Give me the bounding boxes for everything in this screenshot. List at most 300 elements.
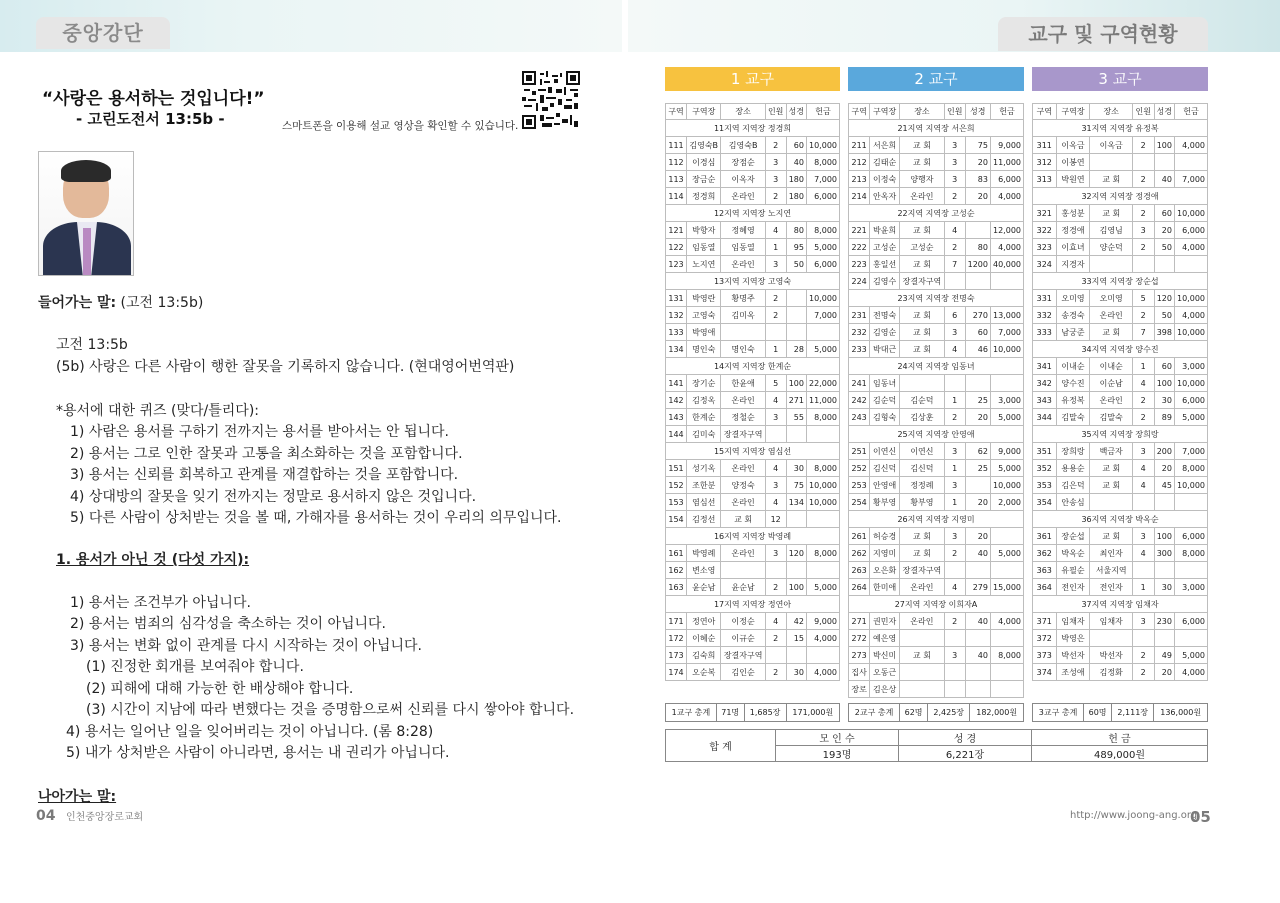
table-header-cell: 구역장: [687, 104, 721, 120]
table-cell: 12,000: [990, 222, 1023, 239]
table-cell: 11,000: [806, 392, 839, 409]
table-cell: 이연신: [870, 443, 900, 460]
table-row: [849, 562, 1024, 579]
point-item: 4) 용서는 일어난 일을 잊어버리는 것이 아닙니다. (롬 8:28): [66, 724, 434, 740]
district-title: 13지역 지역장 고영숙: [666, 273, 840, 290]
table-cell: [1154, 154, 1174, 171]
intro-line: [38, 292, 203, 312]
table-row: [666, 307, 840, 324]
table-row: [666, 426, 840, 443]
table-row: [1033, 477, 1208, 494]
table-cell: 김신덕: [870, 460, 900, 477]
section-tab-left: 중앙강단: [36, 17, 170, 49]
district-title: 33지역 지역장 장순섭: [1033, 273, 1208, 290]
table-cell: 223: [849, 256, 870, 273]
table-cell: 변소영: [687, 562, 721, 579]
table-cell: 22,000: [806, 375, 839, 392]
church-url[interactable]: http://www.joong-ang.org: [1070, 810, 1198, 821]
table-cell: 김영님: [1090, 222, 1132, 239]
table-cell: 전명숙: [870, 307, 900, 324]
district-title: 11지역 지역장 정경희: [666, 120, 840, 137]
table-cell: [1174, 154, 1207, 171]
district-title: 16지역 지역장 박영례: [666, 528, 840, 545]
table-cell: 4: [765, 222, 786, 239]
table-cell: 3: [1132, 613, 1154, 630]
table-row: [666, 256, 840, 273]
table-cell: 이옥금: [1090, 137, 1132, 154]
table-cell: 341: [1033, 358, 1057, 375]
table-cell: 13,000: [990, 307, 1023, 324]
table-cell: 3: [944, 443, 965, 460]
table-cell: 363: [1033, 562, 1057, 579]
table-cell: [965, 664, 990, 681]
table-cell: 6,000: [1174, 222, 1207, 239]
district-row: [1033, 188, 1208, 205]
table-row: [849, 375, 1024, 392]
table-cell: 8,000: [1174, 460, 1207, 477]
table-cell: 홍일선: [870, 256, 900, 273]
table-cell: 장희랑: [1056, 443, 1090, 460]
table-cell: 5,000: [806, 341, 839, 358]
table-cell: 4,000: [990, 239, 1023, 256]
table-cell: [1154, 630, 1174, 647]
table-cell: 4: [1132, 375, 1154, 392]
table-cell: 50: [786, 256, 806, 273]
table-cell: 233: [849, 341, 870, 358]
district-row: [1033, 596, 1208, 613]
table-row: [849, 681, 1024, 698]
total-cell: 1,685장: [744, 704, 786, 722]
table-cell: 김영순: [870, 324, 900, 341]
table-cell: 김영숙B: [687, 137, 721, 154]
table-cell: [765, 324, 786, 341]
table-cell: 2: [765, 137, 786, 154]
table-cell: 김은덕: [1056, 477, 1090, 494]
table-row: [1033, 324, 1208, 341]
table-cell: 2: [1132, 137, 1154, 154]
table-cell: 171: [666, 613, 687, 630]
table-row: [666, 579, 840, 596]
table-cell: 정경애: [1056, 222, 1090, 239]
table-cell: 25: [965, 392, 990, 409]
table-cell: 박신미: [870, 647, 900, 664]
table-cell: 1: [765, 341, 786, 358]
table-cell: 398: [1154, 324, 1174, 341]
page-number-left: 04: [36, 808, 56, 824]
table-header-cell: 성경: [1154, 104, 1174, 120]
table-cell: 351: [1033, 443, 1057, 460]
table-row: [849, 239, 1024, 256]
table-cell: [965, 273, 990, 290]
table-cell: 142: [666, 392, 687, 409]
table-cell: [1174, 256, 1207, 273]
district-title: 37지역 지역장 임채자: [1033, 596, 1208, 613]
table-cell: 온라인: [721, 545, 765, 562]
table-cell: 8,000: [1174, 545, 1207, 562]
point-item: 2) 용서는 범죄의 심각성을 축소하는 것이 아닙니다.: [70, 616, 386, 632]
table-cell: 장결자구역: [900, 562, 945, 579]
table-cell: 김순덕: [870, 392, 900, 409]
table-cell: 이효녀: [1056, 239, 1090, 256]
table-cell: 10,000: [1174, 324, 1207, 341]
table-cell: 1: [1132, 358, 1154, 375]
qr-code-icon[interactable]: [522, 71, 580, 129]
table-cell: 313: [1033, 171, 1057, 188]
table-cell: 지경자: [1056, 256, 1090, 273]
table-row: [849, 307, 1024, 324]
table-row: [849, 256, 1024, 273]
table-cell: 장결자구역: [721, 647, 765, 664]
table-header-cell: 구역장: [870, 104, 900, 120]
table-cell: 교 회: [1090, 205, 1132, 222]
table-cell: 박향자: [687, 222, 721, 239]
table-cell: 42: [786, 613, 806, 630]
table-cell: [1154, 562, 1174, 579]
table-cell: 344: [1033, 409, 1057, 426]
table-cell: 교 회: [900, 647, 945, 664]
table-cell: 김태순: [870, 154, 900, 171]
table-cell: 10,000: [806, 494, 839, 511]
table-cell: 213: [849, 171, 870, 188]
table-cell: [944, 562, 965, 579]
sub-point-item: (2) 피해에 대해 가능한 한 배상해야 합니다.: [86, 681, 354, 697]
table-cell: 교 회: [1090, 460, 1132, 477]
table-cell: 5,000: [1174, 647, 1207, 664]
page-number-right: 05: [1190, 808, 1211, 826]
table-cell: 교 회: [900, 307, 945, 324]
table-cell: 20: [965, 188, 990, 205]
table-cell: 342: [1033, 375, 1057, 392]
table-cell: 2: [765, 307, 786, 324]
table-cell: 4,000: [990, 188, 1023, 205]
table-cell: [965, 630, 990, 647]
district-title: 35지역 지역장 장희랑: [1033, 426, 1208, 443]
table-cell: 271: [849, 613, 870, 630]
table-cell: 오미영: [1090, 290, 1132, 307]
table-cell: [1090, 256, 1132, 273]
table-cell: 3: [765, 171, 786, 188]
table-row: [666, 239, 840, 256]
table-cell: 154: [666, 511, 687, 528]
district-row: [1033, 341, 1208, 358]
table-row: [1033, 205, 1208, 222]
table-cell: 8,000: [806, 460, 839, 477]
table-cell: [1154, 256, 1174, 273]
table-cell: 교 회: [721, 511, 765, 528]
table-header-cell: 장소: [900, 104, 945, 120]
table-header-cell: 인원: [765, 104, 786, 120]
table-cell: 20: [965, 409, 990, 426]
table-cell: [990, 630, 1023, 647]
table-cell: 10,000: [1174, 290, 1207, 307]
pastor-photo: [38, 151, 134, 276]
district-row: [849, 596, 1024, 613]
table-cell: 이경심: [687, 154, 721, 171]
table-row: [666, 171, 840, 188]
table-cell: 임동열: [721, 239, 765, 256]
table-cell: 371: [1033, 613, 1057, 630]
table-cell: 이정순: [721, 613, 765, 630]
table-cell: 이혜순: [687, 630, 721, 647]
table-cell: [806, 562, 839, 579]
table-cell: [721, 562, 765, 579]
table-cell: 20: [965, 154, 990, 171]
table-cell: 3: [765, 256, 786, 273]
table-cell: 2: [765, 579, 786, 596]
district-title: 17지역 지역장 정연아: [666, 596, 840, 613]
table-cell: [990, 664, 1023, 681]
parish-2-header: 2 교구: [848, 67, 1024, 91]
table-cell: 221: [849, 222, 870, 239]
table-cell: 60: [965, 324, 990, 341]
table-cell: 김인순: [721, 664, 765, 681]
table-cell: [1174, 494, 1207, 511]
point-item: 5) 내가 상처받은 사람이 아니라면, 용서는 내 권리가 아닙니다.: [66, 745, 450, 761]
table-cell: 지영미: [870, 545, 900, 562]
table-cell: 20: [965, 528, 990, 545]
district-title: 21지역 지역장 서은희: [849, 120, 1024, 137]
table-cell: 7: [944, 256, 965, 273]
table-cell: 2: [944, 239, 965, 256]
table-cell: 박선자: [1056, 647, 1090, 664]
grand-total-label: 합 계: [666, 730, 776, 762]
table-cell: 151: [666, 460, 687, 477]
district-row: [1033, 511, 1208, 528]
table-cell: 25: [965, 460, 990, 477]
parish-3-header: 3 교구: [1032, 67, 1208, 91]
table-cell: 5,000: [990, 460, 1023, 477]
table-row: [1033, 137, 1208, 154]
table-row: [1033, 154, 1208, 171]
table-cell: 김순덕: [900, 392, 945, 409]
table-cell: [765, 426, 786, 443]
table-cell: 송경숙: [1056, 307, 1090, 324]
table-cell: 4,000: [1174, 137, 1207, 154]
table-cell: 고성순: [900, 239, 945, 256]
table-cell: 4: [765, 494, 786, 511]
point-item: 3) 용서는 변화 없이 관계를 다시 시작하는 것이 아닙니다.: [70, 638, 422, 654]
table-cell: 141: [666, 375, 687, 392]
table-cell: 집사: [849, 664, 870, 681]
table-cell: [965, 681, 990, 698]
table-cell: [806, 647, 839, 664]
table-row: [1033, 647, 1208, 664]
table-cell: 온라인: [721, 494, 765, 511]
table-cell: 1: [944, 460, 965, 477]
total-cell: 1교구 총계: [666, 704, 717, 722]
table-row: [666, 494, 840, 511]
table-cell: 양행자: [900, 171, 945, 188]
table-cell: 황부영: [900, 494, 945, 511]
table-cell: 5,000: [806, 579, 839, 596]
point-heading: 1. 용서가 아닌 것 (다섯 가지):: [56, 552, 250, 568]
table-cell: 100: [786, 579, 806, 596]
table-cell: 김말숙: [1090, 409, 1132, 426]
table-cell: 214: [849, 188, 870, 205]
table-cell: [1174, 562, 1207, 579]
table-cell: 박대근: [870, 341, 900, 358]
table-cell: 3,000: [1174, 358, 1207, 375]
table-cell: 김숙희: [687, 647, 721, 664]
district-row: [849, 205, 1024, 222]
table-cell: 1: [944, 392, 965, 409]
table-cell: 324: [1033, 256, 1057, 273]
table-row: [849, 477, 1024, 494]
table-cell: [721, 324, 765, 341]
table-row: [1033, 579, 1208, 596]
table-cell: 332: [1033, 307, 1057, 324]
table-cell: 한미애: [870, 579, 900, 596]
table-row: [1033, 239, 1208, 256]
table-cell: 2: [944, 613, 965, 630]
table-cell: 김정선: [687, 511, 721, 528]
church-name: 인천중앙장로교회: [65, 812, 144, 823]
table-cell: [990, 562, 1023, 579]
table-cell: 60: [1154, 205, 1174, 222]
table-cell: 143: [666, 409, 687, 426]
table-row: [666, 341, 840, 358]
table-row: [849, 528, 1024, 545]
quiz-item: 4) 상대방의 잘못을 잊기 전까지는 정말로 용서하지 않은 것입니다.: [70, 489, 477, 505]
table-cell: 200: [1154, 443, 1174, 460]
table-cell: 2: [765, 630, 786, 647]
table-cell: 121: [666, 222, 687, 239]
table-cell: 교 회: [1090, 528, 1132, 545]
table-cell: 박영은: [1056, 630, 1090, 647]
table-cell: 9,000: [990, 443, 1023, 460]
total-cell: 2교구 총계: [849, 704, 900, 722]
table-row: [849, 545, 1024, 562]
district-row: [666, 528, 840, 545]
table-cell: [1132, 154, 1154, 171]
table-header-cell: 헌금: [990, 104, 1023, 120]
table-cell: 2: [1132, 664, 1154, 681]
table-cell: 46: [965, 341, 990, 358]
table-cell: 윤순남: [721, 579, 765, 596]
district-row: [1033, 273, 1208, 290]
table-cell: 5: [765, 375, 786, 392]
table-cell: [1132, 562, 1154, 579]
parish-3-table: [1032, 103, 1208, 681]
total-cell: 62명: [900, 704, 928, 722]
table-cell: 홍성분: [1056, 205, 1090, 222]
sub-point-item: (1) 진정한 회개를 보여줘야 합니다.: [86, 659, 304, 675]
table-row: [849, 460, 1024, 477]
table-cell: [786, 511, 806, 528]
table-cell: 180: [786, 171, 806, 188]
table-cell: 211: [849, 137, 870, 154]
table-cell: 134: [666, 341, 687, 358]
table-cell: 50: [1154, 307, 1174, 324]
district-title: 25지역 지역장 안영애: [849, 426, 1024, 443]
parish-1-header: 1 교구: [665, 67, 840, 91]
table-cell: 2: [765, 188, 786, 205]
table-row: [1033, 562, 1208, 579]
parish-1-total: [665, 703, 840, 722]
table-cell: 오순복: [687, 664, 721, 681]
table-cell: [786, 426, 806, 443]
table-cell: 10,000: [990, 477, 1023, 494]
table-cell: 박원연: [1056, 171, 1090, 188]
table-row: [666, 511, 840, 528]
grand-value-bible: 6,221장: [898, 746, 1031, 762]
table-header-cell: 헌금: [806, 104, 839, 120]
table-cell: 222: [849, 239, 870, 256]
table-row: [1033, 290, 1208, 307]
table-cell: 교 회: [900, 545, 945, 562]
table-cell: 교 회: [1090, 324, 1132, 341]
table-cell: 성기옥: [687, 460, 721, 477]
table-row: [1033, 664, 1208, 681]
intro-ref: (고전 13:5b): [120, 295, 204, 311]
table-cell: 오미영: [1056, 290, 1090, 307]
table-cell: 김영수: [870, 273, 900, 290]
table-header-cell: 장소: [1090, 104, 1132, 120]
table-cell: 10,000: [1174, 375, 1207, 392]
table-cell: 허승경: [870, 528, 900, 545]
table-cell: 7,000: [1174, 443, 1207, 460]
table-cell: 교 회: [900, 154, 945, 171]
table-cell: 300: [1154, 545, 1174, 562]
table-cell: 4,000: [990, 613, 1023, 630]
table-cell: 전인자: [1056, 579, 1090, 596]
table-cell: 321: [1033, 205, 1057, 222]
table-cell: 4,000: [806, 630, 839, 647]
table-row: [1033, 443, 1208, 460]
table-cell: 30: [786, 460, 806, 477]
table-cell: 95: [786, 239, 806, 256]
table-cell: 230: [1154, 613, 1174, 630]
table-cell: 장금순: [687, 171, 721, 188]
table-cell: 4: [765, 392, 786, 409]
table-cell: 박옥순: [1056, 545, 1090, 562]
table-cell: 163: [666, 579, 687, 596]
section-tab-right: 교구 및 구역현황: [998, 17, 1208, 51]
table-row: [1033, 494, 1208, 511]
table-row: [1033, 358, 1208, 375]
table-cell: 8,000: [806, 545, 839, 562]
table-cell: 2: [1132, 409, 1154, 426]
table-cell: 75: [786, 477, 806, 494]
table-cell: 80: [965, 239, 990, 256]
table-cell: [900, 664, 945, 681]
table-row: [666, 409, 840, 426]
parish-3-total: [1032, 703, 1208, 722]
table-cell: 10,000: [990, 341, 1023, 358]
table-cell: 이봉연: [1056, 154, 1090, 171]
table-cell: [1090, 494, 1132, 511]
table-cell: 1200: [965, 256, 990, 273]
table-row: [666, 647, 840, 664]
table-cell: 조한분: [687, 477, 721, 494]
table-cell: 온라인: [721, 256, 765, 273]
district-title: 14지역 지역장 한계순: [666, 358, 840, 375]
table-cell: 123: [666, 256, 687, 273]
outro-label: 나아가는 말:: [38, 789, 117, 805]
table-cell: 용용순: [1056, 460, 1090, 477]
table-row: [666, 290, 840, 307]
table-cell: 3: [944, 477, 965, 494]
table-cell: 331: [1033, 290, 1057, 307]
table-row: [1033, 171, 1208, 188]
table-cell: 예은영: [870, 630, 900, 647]
qr-caption: 스마트폰을 이용해 설교 영상을 확인할 수 있습니다.: [282, 120, 519, 132]
district-row: [666, 205, 840, 222]
table-cell: 임채자: [1090, 613, 1132, 630]
table-cell: 7,000: [806, 171, 839, 188]
table-header-cell: 구역: [666, 104, 687, 120]
quiz-item: 5) 다른 사람이 상처받는 것을 볼 때, 가해자를 용서하는 것이 우리의 의무입니다.: [70, 510, 562, 526]
